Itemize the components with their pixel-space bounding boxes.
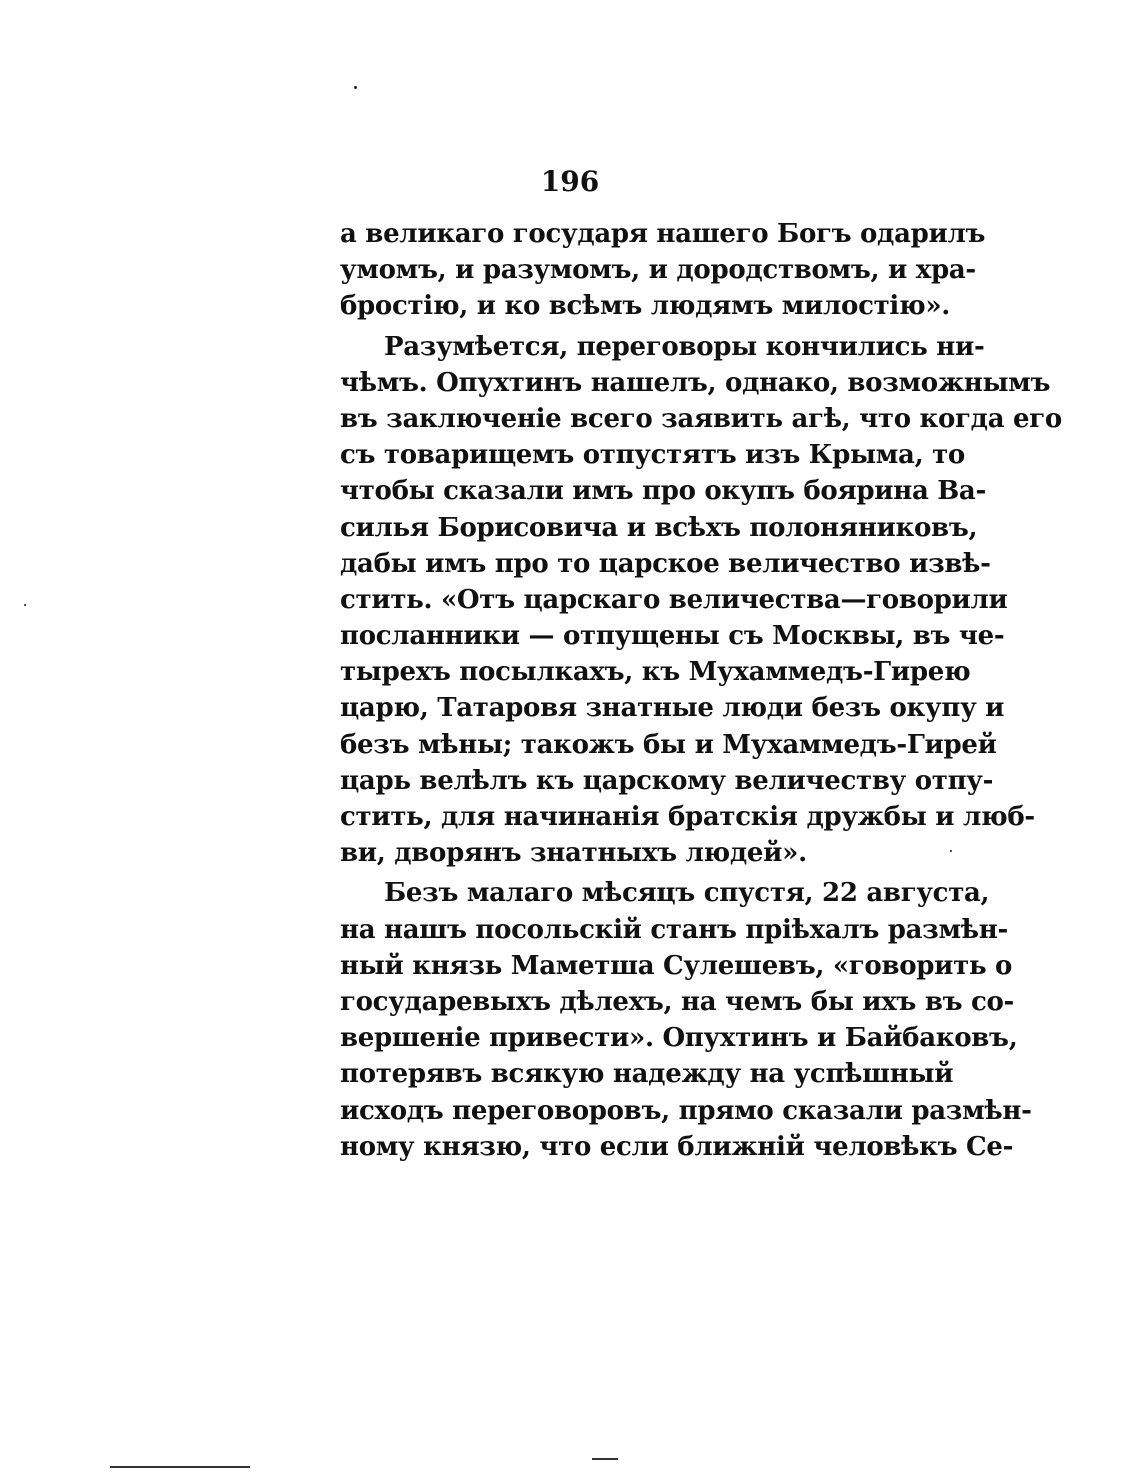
text-line: царю, Татаровя знатные люди безъ окупу и	[340, 693, 1005, 724]
text-line: государевыхъ дѣлехъ, на чемъ бы ихъ въ со-	[340, 986, 1015, 1017]
text-line: посланники — отпущены съ Москвы, въ че-	[340, 621, 1005, 652]
paragraph	[340, 875, 1032, 1165]
text-line: съ товарищемъ отпустятъ изъ Крыма, то	[340, 440, 965, 471]
text-line: вершеніе привести». Опухтинъ и Байбаковъ,	[340, 1023, 1018, 1054]
text-line: бростію, и ко всѣмъ людямъ милостію».	[340, 291, 951, 322]
body-text	[340, 216, 1062, 1165]
paragraph	[340, 216, 986, 325]
page-number: 196	[540, 165, 600, 198]
text-line: а великаго государя нашего Богъ одарилъ	[340, 219, 986, 249]
scan-edge-mark	[110, 1466, 250, 1468]
scan-speck	[950, 850, 952, 852]
text-line: умомъ, и разумомъ, и дородствомъ, и хра-	[340, 255, 976, 286]
text-line: Безъ малаго мѣсяцъ спустя, 22 августа,	[384, 878, 990, 909]
text-line: Разумѣется, переговоры кончились ни-	[384, 331, 985, 362]
text-line: въ заключеніе всего заявить агѣ, что когда его	[340, 403, 1062, 434]
text-line: стить. «Отъ царскаго величества—говорили	[340, 584, 1008, 615]
text-line: дабы имъ про то царское величество извѣ-	[340, 548, 991, 579]
text-line: потерявъ всякую надежду на успѣшный	[340, 1059, 954, 1090]
text-line: ви, дворянъ знатныхъ людей».	[340, 838, 807, 869]
text-line: стить, для начинанія братскія дружбы и люб-	[340, 802, 1035, 832]
text-line: царь велѣлъ къ царскому величеству отпу-	[340, 765, 994, 796]
text-line: безъ мѣны; такожъ бы и Мухаммедъ-Гирей	[340, 729, 997, 760]
text-line: ный князь Маметша Сулешевъ, «говорить о	[340, 950, 1013, 981]
text-line: чѣмъ. Опухтинъ нашелъ, однако, возможнымъ	[340, 367, 1051, 398]
scan-speck	[24, 604, 26, 606]
text-line: тырехъ посылкахъ, къ Мухаммедъ-Гирею	[340, 657, 971, 688]
text-line: чтобы сказали имъ про окупъ боярина Ва-	[340, 476, 986, 507]
text-line: силья Борисовича и всѣхъ полоняниковъ,	[340, 512, 978, 543]
text-line: исходъ переговоровъ, прямо сказали размѣн-	[340, 1095, 1032, 1126]
paragraph	[340, 329, 1062, 872]
scan-edge-mark	[592, 1458, 618, 1460]
text-line: ному князю, что если ближній человѣкъ Се-	[340, 1131, 1014, 1162]
scan-speck	[354, 86, 357, 89]
text-line: на нашъ посольскій станъ пріѣхалъ размѣн-	[340, 914, 1008, 945]
